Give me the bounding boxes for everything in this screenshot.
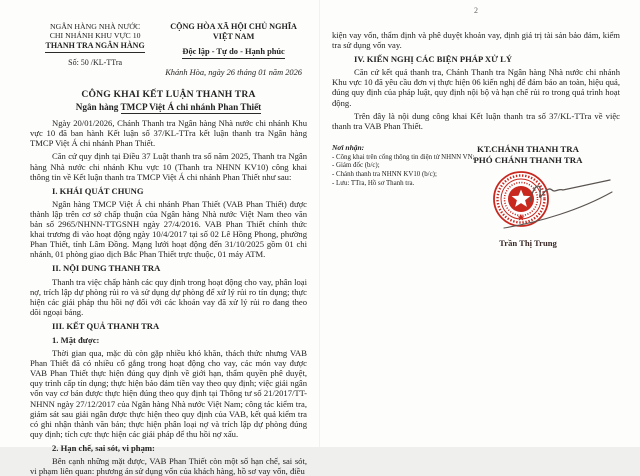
paragraph-scope: Thanh tra việc chấp hành các quy định trong hoạt động cho vay, phân loại nợ, trích lập dự phòng rủi ro và sử dụng dự phòng để xử lý rủi ro tín dụng; thực hiện các giải pháp thu hồi nợ đối với các khoản vay đã xử lý rủi ro đang theo dõi ngoại bảng. (30, 276, 307, 317)
section-heading-3: III. KẾT QUẢ THANH TRA (52, 320, 160, 331)
issuer-line-3: THANH TRA NGÂN HÀNG (45, 41, 144, 53)
page-1-body (30, 118, 307, 476)
page-number: 2 (474, 6, 478, 15)
national-motto-block (160, 22, 307, 77)
page-2 (320, 0, 640, 447)
doc-title (30, 89, 307, 112)
paragraph-overview: Ngân hàng TMCP Việt Á chi nhánh Phan Thiết (VAB Phan Thiết) được thành lập trên cơ sở chấp thuận của Ngân hàng Nhà nước Việt Nam theo văn bản số 2965/NHNN-TTGSNH ngày 27/4/2016. VAB Phan Thiết chính thức khai trương đi vào hoạt động ngày 10/4/2017 tại số 02 Lê Hồng Phong, phường Phan Thiết, tỉnh Lâm Đồng. Mạng lưới hoạt động đến 31/10/2025 gồm 01 chi nhánh, 01 phòng giao dịch Bắc Phan Thiết trực thuộc, 01 máy ATM. (30, 198, 307, 260)
page-2-body (332, 30, 620, 131)
recipient-item: - Chánh thanh tra NHNN KV10 (b/c); (332, 170, 437, 178)
issuer-line-1: NGÂN HÀNG NHÀ NƯỚC (49, 22, 141, 31)
signature-block (440, 144, 616, 248)
doc-title-line-1: CÔNG KHAI KẾT LUẬN THANH TRA (81, 89, 256, 101)
paragraph-achievements: Thời gian qua, mặc dù còn gặp nhiều khó khăn, thách thức nhưng VAB Phan Thiết đã có nhiều cố gắng trong hoạt động cho vay, các món vay được VAB Phan Thiết thực hiện đúng quy định về giới hạn, thẩm quyền phê duyệt, quy trình cấp tín dụng; thực hiện bảo đảm tiền vay theo quy định; việc giải ngân vốn vay cơ bản được thực hiện đúng theo quy định tại Thông tư số 21/2017/TT-NHNN ngày 27/12/2017 của Ngân hàng Nhà nước Việt Nam; công tác kiểm tra, giám sát sau giải ngân được thực hiện theo quy định của VAB, kết quả kiểm tra có ghi nhận thành văn bản; thực hiện phân loại nợ và trích lập dự phòng đúng quy định; tích cực thực hiện các giải pháp để thu hồi nợ xấu. (30, 348, 307, 439)
doc-title-line-2 (30, 102, 307, 112)
recipient-item: - Giám đốc (b/c); (332, 162, 380, 170)
subsection-heading-1: 1. Mặt được: (52, 334, 100, 345)
section-heading-2: II. NỘI DUNG THANH TRA (52, 263, 161, 274)
national-motto-line-1: CỘNG HÒA XÃ HỘI CHỦ NGHĨA VIỆT NAM (170, 22, 297, 41)
issuer-block (30, 22, 160, 77)
signer-title-line-1: KT.CHÁNH THANH TRA (477, 143, 579, 154)
doc-title-line-2-prefix: Ngân hàng (75, 102, 121, 113)
signer-title-line-2: PHÓ CHÁNH THANH TRA (473, 155, 583, 166)
doc-number: Số: 50 /KL-TTra (68, 57, 123, 67)
seal-and-signature (440, 170, 616, 236)
dateline: Khánh Hòa, ngày 26 tháng 01 năm 2026 (165, 68, 302, 78)
document-footer (332, 144, 620, 374)
paragraph-shortcomings-continued: kiện vay vốn, thẩm định và phê duyệt khoản vay, định giá trị tài sản bảo đảm, kiểm tra sử dụng vốn vay. (332, 30, 620, 51)
national-motto-line-2: Độc lập - Tự do - Hạnh phúc (182, 47, 284, 59)
recipient-item: - Công khai trên cổng thông tin điện tử NHNN VN; (332, 153, 475, 161)
recipients-heading: Nơi nhận: (332, 142, 365, 152)
paragraph-intro: Ngày 20/01/2026, Chánh Thanh tra Ngân hàng Nhà nước chi nhánh Khu vực 10 đã ban hành Kết luận số 37/KL-TTra kết luận thanh tra Ngân hàng TMCP Việt Á chi nhánh Phan Thiết. (30, 118, 307, 149)
paragraph-recommendations: Căn cứ kết quả thanh tra, Chánh Thanh tra Ngân hàng Nhà nước chi nhánh Khu vực 10 đã yêu cầu đơn vị thực hiện 06 kiến nghị để đảm bảo an toàn, hiệu quả, đúng quy định của pháp luật, quy định nội bộ và hạn chế rủi ro trong quá trình hoạt động. (332, 67, 620, 108)
signature-scribble-icon (500, 172, 616, 234)
subsection-heading-2: 2. Hạn chế, sai sót, vi phạm: (52, 442, 155, 453)
recipient-item: - Lưu: TTra, Hồ sơ Thanh tra. (332, 179, 415, 187)
issuer-line-2: CHI NHÁNH KHU VỰC 10 (49, 31, 141, 41)
document-header (30, 22, 307, 77)
paragraph-closing: Trên đây là nội dung công khai Kết luận thanh tra số 37/KL-TTra về việc thanh tra VAB Phan Thiết. (332, 110, 620, 131)
paragraph-legal-basis: Căn cứ quy định tại Điều 37 Luật thanh tra số năm 2025, Thanh tra Ngân hàng Nhà nước chi nhánh Khu vực 10 (Thanh tra NHNN KV10) công khai thông tin về Kết luận thanh tra TMCP Việt Á chi nhánh Phan Thiết như sau: (30, 151, 307, 182)
section-heading-1: I. KHÁI QUÁT CHUNG (52, 185, 144, 196)
doc-title-line-2-underlined: TMCP Việt Á chi nhánh Phan Thiết (120, 102, 262, 113)
section-heading-4: IV. KIẾN NGHỊ CÁC BIỆN PHÁP XỬ LÝ (354, 54, 513, 65)
signer-name: Trần Thị Trung (499, 237, 557, 248)
paragraph-shortcomings: Bên cạnh những mặt được, VAB Phan Thiết còn một số hạn chế, sai sót, vi phạm liên quan: phương án sử dụng vốn của khách hàng, hồ sơ vay vốn, điều (30, 456, 307, 476)
